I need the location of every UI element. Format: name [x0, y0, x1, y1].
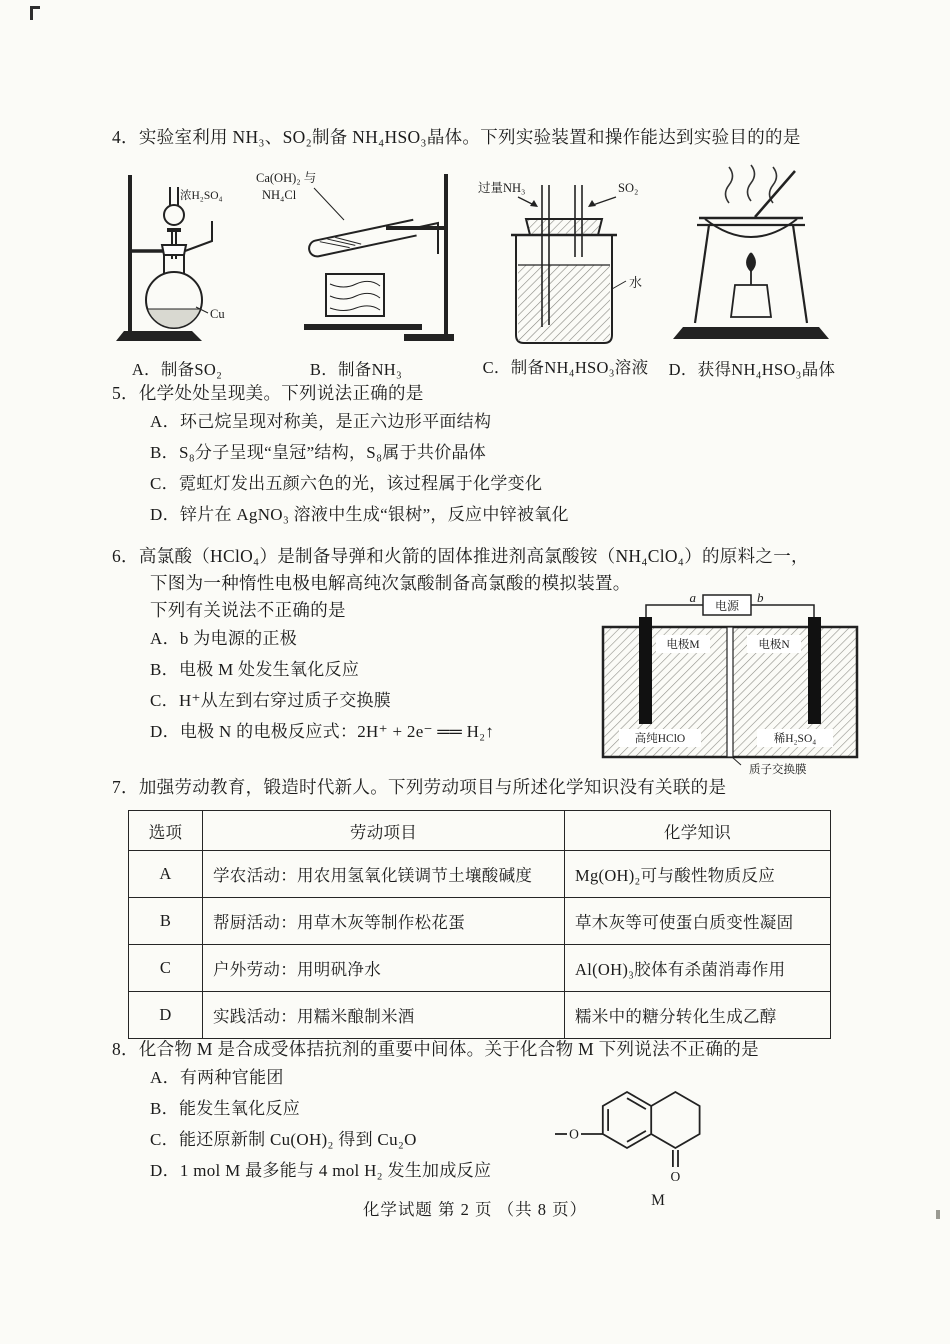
electrolysis-diagram [599, 589, 861, 777]
label-water: 水 [629, 275, 643, 291]
stand [386, 174, 454, 341]
q7-table [128, 810, 831, 1039]
question-8 [112, 1036, 857, 1216]
apparatus-a [112, 161, 242, 380]
electrode-m [639, 617, 652, 724]
apparatus-d-diagram [667, 161, 837, 351]
cyclohexanone-ring [651, 1092, 699, 1167]
q7-row-a-knowledge: Mg(OH)₂可与酸性物质反应 [565, 851, 831, 898]
apparatus-b [256, 166, 456, 380]
compound-m-structure [555, 1058, 745, 1210]
terminal-a-label: a [689, 590, 696, 605]
apparatus-a-diagram [112, 161, 242, 351]
q7-row-c [129, 945, 831, 992]
flask [146, 221, 212, 328]
q7-row-a-activity: 学农活动：用农用氢氧化镁调节土壤酸碱度 [203, 851, 565, 898]
q7-row-d-activity: 实践活动：用糯米酿制米酒 [203, 992, 565, 1039]
question-6-stem-line1: 6．高氯酸（HClO₄）是制备导弹和火箭的固体推进剂高氯酸铵（NH₄ClO₄）的原料之一， [112, 546, 809, 566]
wood-block [326, 274, 384, 316]
q7-header-row [129, 811, 831, 851]
apparatus-b-diagram [256, 166, 456, 351]
question-6-stem-line2: 下图为一种惰性电极电解高纯次氯酸制备高氯酸的模拟装置。 [150, 573, 631, 594]
label-so2: SO₂ [618, 181, 639, 196]
question-5 [112, 380, 857, 531]
question-7-stem: 7．加强劳动教育，锻造时代新人。下列劳动项目与所述化学知识没有关联的是 [112, 777, 727, 797]
stopper [526, 219, 602, 235]
apparatus-d-caption: D．获得NH₄HSO₃晶体 [668, 360, 836, 380]
q7-row-c-option: C [129, 945, 203, 992]
question-4-stem: 4．实验室利用 NH₃、SO₂制备 NH₄HSO₃晶体。下列实验装置和操作能达到实验目的的是 [112, 127, 801, 147]
q8-option-a: A．有两种官能团 [150, 1068, 284, 1088]
q8-option-d: D．1 mol M 最多能与 4 mol H₂ 发生加成反应 [150, 1160, 492, 1180]
q7-row-b-option: B [129, 898, 203, 945]
apparatus-b-caption: B．制备NH₃ [309, 360, 403, 380]
alcohol-lamp [731, 253, 771, 317]
q7-row-d [129, 992, 831, 1039]
label-reagents-line2: NH₄Cl [262, 188, 297, 203]
steam-lines [726, 165, 777, 203]
stirring-rod [755, 171, 795, 217]
gas-bottle [511, 219, 617, 343]
electrode-n [808, 617, 821, 724]
q5-option-d: D．锌片在 AgNO₃ 溶液中生成“银树”，反应中锌被氧化 [150, 504, 569, 524]
q5-option-c: C．霓虹灯发出五颜六色的光，该过程属于化学变化 [150, 474, 543, 493]
electrolysis-svg [599, 589, 861, 777]
page-footer: 化学试题 第 2 页 （共 8 页） [362, 1200, 588, 1219]
compound-m-svg [555, 1058, 745, 1210]
benzene-ring [603, 1092, 651, 1148]
liquid [518, 265, 610, 341]
membrane-label: 质子交换膜 [749, 764, 807, 776]
apparatus-c-diagram [478, 177, 653, 349]
q5-option-b: B．S₈分子呈现“皇冠”结构，S₈属于共价晶体 [150, 443, 487, 463]
q5-option-a: A．环己烷呈现对称美，是正六边形平面结构 [150, 412, 492, 432]
label-acid: 浓H₂SO₄ [180, 190, 223, 203]
apparatus-d [667, 161, 837, 380]
question-6-stem-line3: 下列有关说法不正确的是 [150, 600, 346, 621]
base [304, 324, 422, 330]
label-nh3: 过量NH₃ [478, 181, 526, 196]
left-solution-label: 高纯HClO [634, 733, 686, 745]
q6-option-b: B．电极 M 处发生氧化反应 [150, 660, 360, 680]
q7-header-activity: 劳动项目 [203, 811, 565, 851]
q7-row-b-knowledge: 草木灰等可使蛋白质变性凝固 [565, 898, 831, 945]
q8-option-c: C．能还原新制 Cu(OH)₂ 得到 Cu₂O [150, 1130, 417, 1149]
test-tube [308, 220, 417, 258]
q6-option-a: A．b 为电源的正极 [150, 629, 298, 649]
terminal-b-label: b [757, 590, 764, 605]
flow-arrows [518, 197, 616, 207]
apparatus-c-caption: C．制备NH₄HSO₃溶液 [482, 358, 649, 378]
electrode-n-label: 电极N [758, 639, 790, 651]
compound-m-label: M [651, 1192, 665, 1209]
q7-header-option: 选项 [129, 811, 203, 851]
q7-row-c-activity: 户外劳动：用明矾净水 [203, 945, 565, 992]
q7-header-knowledge: 化学知识 [565, 811, 831, 851]
methoxy-oxygen: O [569, 1126, 579, 1142]
power-supply-label: 电源 [714, 599, 740, 613]
q6-option-d: D．电极 N 的电极反应式：2H⁺ + 2e⁻ ══ H₂↑ [150, 722, 495, 742]
q7-row-a [129, 851, 831, 898]
q6-option-c: C．H⁺从左到右穿过质子交换膜 [150, 691, 392, 711]
q7-row-d-option: D [129, 992, 203, 1039]
q8-option-b: B．能发生氧化反应 [150, 1099, 301, 1119]
question-7 [112, 774, 852, 1039]
question-6 [112, 543, 857, 776]
right-solution-label: 稀H₂SO₄ [773, 733, 817, 745]
electrode-m-label: 电极M [666, 639, 700, 651]
label-cu: Cu [210, 307, 225, 322]
q7-row-b-activity: 帮厨活动：用草木灰等制作松花蛋 [203, 898, 565, 945]
q7-row-a-option: A [129, 851, 203, 898]
label-reagents-line1: Ca(OH)₂ 与 [256, 171, 317, 186]
proton-exchange-membrane [727, 627, 733, 757]
q7-row-b [129, 898, 831, 945]
apparatus-c [478, 177, 653, 378]
q4-apparatus-row [112, 161, 857, 380]
carbonyl-oxygen: O [670, 1169, 681, 1184]
q7-row-c-knowledge: Al(OH)₃胶体有杀菌消毒作用 [565, 945, 831, 992]
question-5-stem: 5．化学处处呈现美。下列说法正确的是 [112, 383, 424, 403]
apparatus-a-caption: A．制备SO₂ [131, 360, 223, 380]
question-8-stem: 8．化合物 M 是合成受体拮抗剂的重要中间体。关于化合物 M 下列说法不正确的是 [112, 1039, 759, 1059]
scan-artifact-top-left [30, 6, 40, 20]
base [673, 327, 829, 339]
evaporating-dish [699, 218, 803, 237]
question-4 [112, 124, 857, 380]
q7-row-d-knowledge: 糯米中的糖分转化生成乙醇 [565, 992, 831, 1039]
